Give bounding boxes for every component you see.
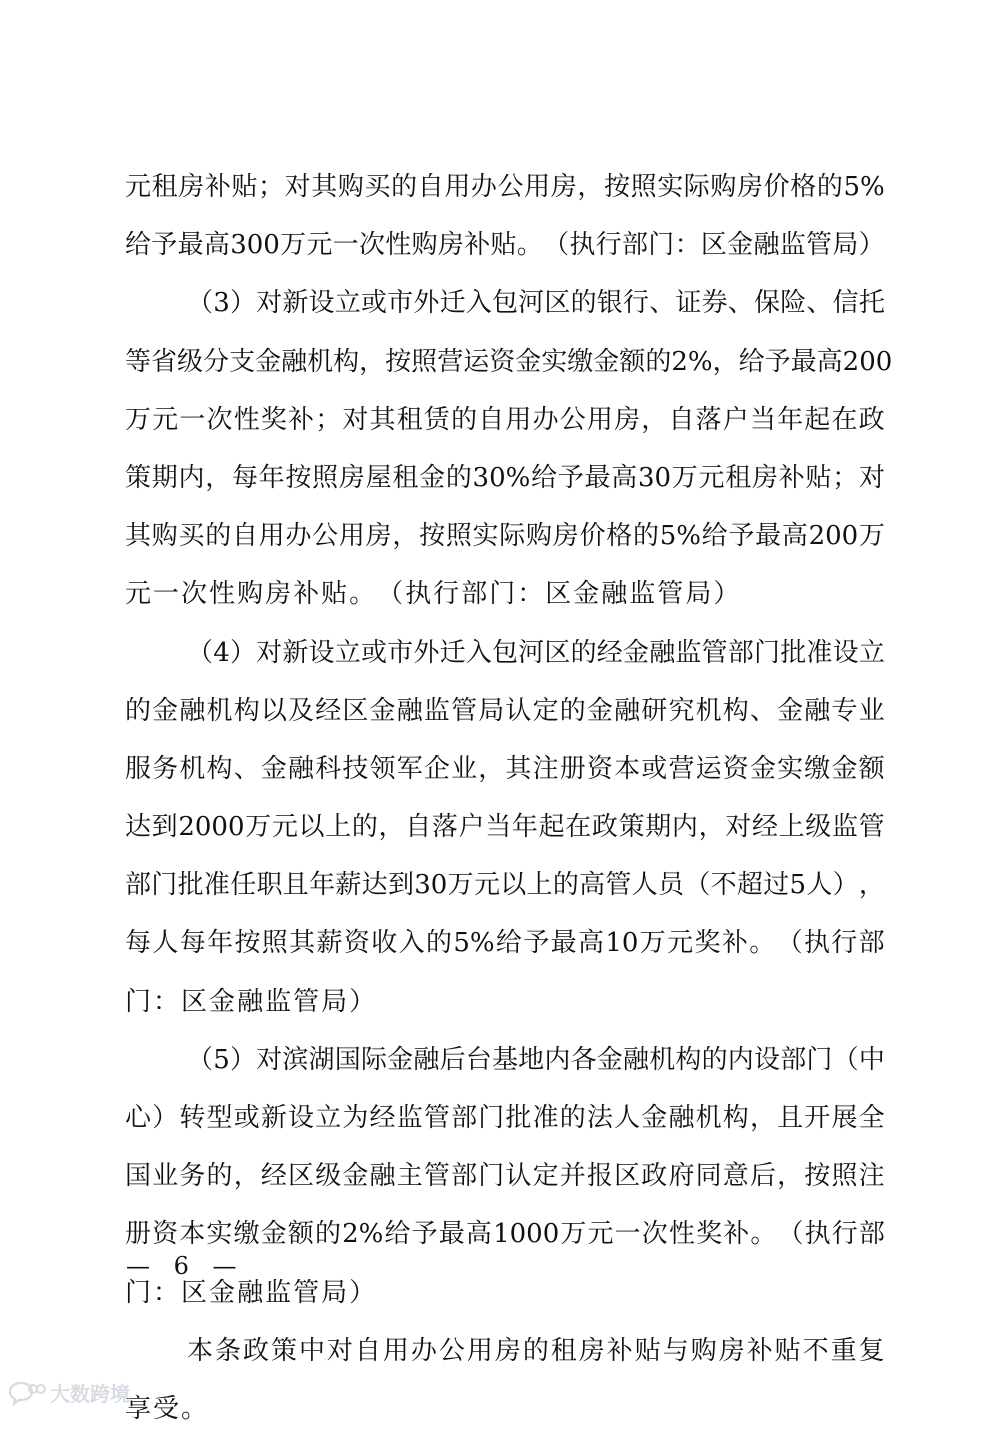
text-line: 册 资 本 实 缴 金 额 的 2% 给 予 最 高 1000 万 元 一 次 性 奖 补 。 （ 执 行 部 bbox=[125, 1219, 885, 1250]
page-number: — 6 — bbox=[126, 1252, 245, 1280]
chat-bubble-logo-icon bbox=[8, 1380, 46, 1406]
text-line: 部 门 批 准 任 职 且 年 薪 达 到 30 万 元 以 上 的 高 管 人 员 （ 不 超 过 5 人 ） ， bbox=[125, 870, 885, 901]
text-line: 享 受 。 bbox=[125, 1393, 208, 1424]
text-line: 策 期 内 ， 每 年 按 照 房 屋 租 金 的 30% 给 予 最 高 30 万 元 租 房 补 贴 ； 对 bbox=[125, 462, 885, 493]
text-line: 门 ： 区 金 融 监 管 局 ） bbox=[125, 1277, 376, 1308]
text-line: 国 业 务 的 ， 经 区 级 金 融 主 管 部 门 认 定 并 报 区 政 府 同 意 后 ， 按 照 注 bbox=[125, 1161, 885, 1192]
text-line: 的 金 融 机 构 以 及 经 区 金 融 监 管 局 认 定 的 金 融 研 究 机 构 、 金 融 专 业 bbox=[125, 695, 885, 726]
text-line: 万 元 一 次 性 奖 补 ； 对 其 租 赁 的 自 用 办 公 用 房 ， 自 落 户 当 年 起 在 政 bbox=[125, 404, 885, 435]
watermark bbox=[8, 1378, 130, 1407]
text-line: （ 3 ） 对 新 设 立 或 市 外 迁 入 包 河 区 的 银 行 、 证 券 、 保 险 、 信 托 bbox=[187, 288, 885, 319]
document-body bbox=[125, 158, 893, 1438]
text-line: （ 5 ） 对 滨 湖 国 际 金 融 后 台 基 地 内 各 金 融 机 构 的 内 设 部 门 （ 中 bbox=[187, 1044, 885, 1075]
text-line: 服 务 机 构 、 金 融 科 技 领 军 企 业 ， 其 注 册 资 本 或 营 运 资 金 实 缴 金 额 bbox=[125, 753, 885, 784]
text-line: 元 一 次 性 购 房 补 贴 。 （ 执 行 部 门 ： 区 金 融 监 管 局 ） bbox=[125, 579, 740, 610]
text-line: 等 省 级 分 支 金 融 机 构 ， 按 照 营 运 资 金 实 缴 金 额 的 2% ， 给 予 最 高 200 bbox=[125, 346, 893, 377]
text-line: 本 条 政 策 中 对 自 用 办 公 用 房 的 租 房 补 贴 与 购 房 补 贴 不 重 复 bbox=[187, 1335, 885, 1366]
text-line: （ 4 ） 对 新 设 立 或 市 外 迁 入 包 河 区 的 经 金 融 监 管 部 门 批 准 设 立 bbox=[187, 637, 885, 668]
text-line: 心 ） 转 型 或 新 设 立 为 经 监 管 部 门 批 准 的 法 人 金 融 机 构 ， 且 开 展 全 bbox=[125, 1103, 885, 1133]
text-line: 达 到 2000 万 元 以 上 的 ， 自 落 户 当 年 起 在 政 策 期 内 ， 对 经 上 级 监 管 bbox=[125, 812, 885, 843]
text-line: 每 人 每 年 按 照 其 薪 资 收 入 的 5% 给 予 最 高 10 万 元 奖 补 。 （ 执 行 部 bbox=[125, 928, 885, 959]
text-line: 给 予 最 高 300 万 元 一 次 性 购 房 补 贴 。 （ 执 行 部 门 ： 区 金 融 监 管 局 ） bbox=[125, 230, 885, 261]
watermark-text: 大数跨境 bbox=[50, 1382, 130, 1406]
text-line: 其 购 买 的 自 用 办 公 用 房 ， 按 照 实 际 购 房 价 格 的 5% 给 予 最 高 200 万 bbox=[125, 521, 885, 552]
text-line: 元 租 房 补 贴 ； 对 其 购 买 的 自 用 办 公 用 房 ， 按 照 实 际 购 房 价 格 的 5% bbox=[125, 172, 885, 202]
text-line: 门 ： 区 金 融 监 管 局 ） bbox=[125, 986, 376, 1017]
